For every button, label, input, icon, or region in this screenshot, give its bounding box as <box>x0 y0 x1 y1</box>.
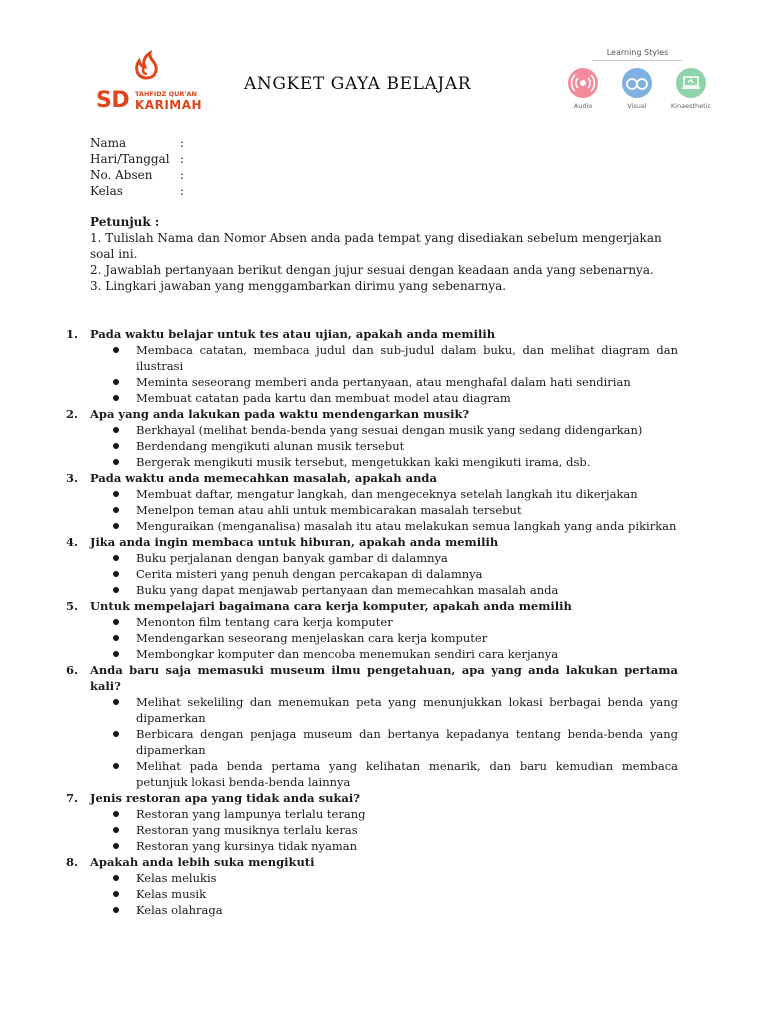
page-title: ANGKET GAYA BELAJAR <box>244 74 472 94</box>
option-text: Kelas melukis <box>136 871 217 885</box>
instruction-line: 2. Jawablah pertanyaan berikut dengan jujur sesuai dengan keadaan anda yang sebenarnya. <box>90 263 654 277</box>
option-list <box>66 486 678 534</box>
option-text: Kelas olahraga <box>136 903 223 917</box>
answer-option[interactable] <box>136 614 678 630</box>
option-text: Restoran yang lampunya terlalu terang <box>136 807 366 821</box>
option-text: Menonton film tentang cara kerja komputer <box>136 615 393 629</box>
learning-styles-graphic <box>556 44 719 118</box>
bullet-icon <box>113 523 119 529</box>
kinaesthetic-label: Kinaesthetic <box>670 102 712 110</box>
bullet-icon <box>113 395 119 401</box>
question-item <box>66 326 678 406</box>
option-text: Kelas musik <box>136 887 207 901</box>
field-label: Kelas <box>90 184 123 198</box>
field-label: Nama <box>90 136 127 150</box>
bullet-icon <box>113 427 119 433</box>
question-number: 8. <box>66 855 79 869</box>
bullet-icon <box>113 507 119 513</box>
answer-option[interactable] <box>136 550 678 566</box>
answer-option[interactable] <box>136 646 678 662</box>
instruction-line: 1. Tulislah Nama dan Nomor Absen anda pada tempat yang disediakan sebelum mengerjakan soal ini. <box>90 231 662 261</box>
answer-option[interactable] <box>136 870 678 886</box>
option-list <box>66 806 678 854</box>
learning-styles-title: Learning Styles <box>606 48 669 57</box>
answer-option[interactable] <box>136 806 678 822</box>
question-item <box>66 406 678 470</box>
bullet-icon <box>113 459 119 465</box>
answer-option[interactable] <box>136 342 678 374</box>
option-text: Berbicara dengan penjaga museum dan bertanya kepadanya tentang benda-benda yang dipamerkan <box>136 727 678 757</box>
question-item <box>66 598 678 662</box>
field-label: Hari/Tanggal <box>90 152 170 166</box>
hand-laptop-icon <box>676 68 706 98</box>
question-item <box>66 534 678 598</box>
logo-karimah-text: KARIMAH <box>135 98 203 112</box>
bullet-icon <box>113 827 119 833</box>
option-text: Bergerak mengikuti musik tersebut, mengetukkan kaki mengikuti irama, dsb. <box>136 455 591 469</box>
instruction-line: 3. Lingkari jawaban yang menggambarkan dirimu yang sebenarnya. <box>90 279 507 293</box>
option-text: Mendengarkan seseorang menjelaskan cara kerja komputer <box>136 631 488 645</box>
answer-option[interactable] <box>136 566 678 582</box>
question-list <box>66 326 678 918</box>
bullet-icon <box>113 571 119 577</box>
bullet-icon <box>113 651 119 657</box>
instructions-title: Petunjuk : <box>90 215 160 229</box>
option-text: Melihat pada benda pertama yang kelihatan menarik, dan baru kemudian membaca petunjuk lokasi benda-benda lainnya <box>136 759 678 789</box>
question-text: Apakah anda lebih suka mengikuti <box>90 855 315 869</box>
option-list <box>66 870 678 918</box>
answer-option[interactable] <box>136 502 678 518</box>
answer-option[interactable] <box>136 758 678 790</box>
answer-option[interactable] <box>136 454 678 470</box>
question-text: Apa yang anda lakukan pada waktu mendengarkan musik? <box>90 407 470 421</box>
bullet-icon <box>113 731 119 737</box>
field-colon: : <box>180 184 185 198</box>
option-text: Menelpon teman atau ahli untuk membicarakan masalah tersebut <box>136 503 522 517</box>
bullet-icon <box>113 491 119 497</box>
visual-label: Visual <box>627 102 647 110</box>
option-text: Cerita misteri yang penuh dengan percakapan di dalamnya <box>136 567 483 581</box>
bullet-icon <box>113 555 119 561</box>
answer-option[interactable] <box>136 694 678 726</box>
question-text: Pada waktu belajar untuk tes atau ujian, apakah anda memilih <box>90 327 496 341</box>
bullet-icon <box>113 635 119 641</box>
bullet-icon <box>113 587 119 593</box>
bullet-icon <box>113 907 119 913</box>
option-text: Membuat daftar, mengatur langkah, dan mengeceknya setelah langkah itu dikerjakan <box>136 487 638 501</box>
question-number: 3. <box>66 471 79 485</box>
answer-option[interactable] <box>136 726 678 758</box>
question-number: 7. <box>66 791 79 805</box>
logo-tahfidz-text: TAHFIDZ QUR'AN <box>135 90 197 98</box>
bullet-icon <box>113 875 119 881</box>
answer-option[interactable] <box>136 390 678 406</box>
answer-option[interactable] <box>136 582 678 598</box>
school-logo <box>96 48 236 113</box>
answer-option[interactable] <box>136 886 678 902</box>
field-label: No. Absen <box>90 168 153 182</box>
glasses-icon <box>622 68 652 98</box>
option-list <box>66 550 678 598</box>
option-text: Membuat catatan pada kartu dan membuat model atau diagram <box>136 391 511 405</box>
answer-option[interactable] <box>136 438 678 454</box>
option-list <box>66 422 678 470</box>
question-number: 4. <box>66 535 79 549</box>
bullet-icon <box>113 443 119 449</box>
school-emblem-icon <box>130 48 164 82</box>
question-number: 6. <box>66 663 79 677</box>
option-text: Meminta seseorang memberi anda pertanyaan, atau menghafal dalam hati sendirian <box>136 375 631 389</box>
question-text: Anda baru saja memasuki museum ilmu pengetahuan, apa yang anda lakukan pertama kali? <box>90 663 678 693</box>
answer-option[interactable] <box>136 374 678 390</box>
question-text: Untuk mempelajari bagaimana cara kerja komputer, apakah anda memilih <box>90 599 572 613</box>
answer-option[interactable] <box>136 630 678 646</box>
option-text: Membongkar komputer dan mencoba menemukan sendiri cara kerjanya <box>136 647 559 661</box>
answer-option[interactable] <box>136 822 678 838</box>
option-text: Buku perjalanan dengan banyak gambar di dalamnya <box>136 551 448 565</box>
header <box>0 40 768 120</box>
learning-styles-divider <box>592 60 682 61</box>
instructions <box>90 214 680 294</box>
field-colon: : <box>180 136 185 150</box>
logo-sd-text: SD <box>96 88 130 113</box>
option-text: Berkhayal (melihat benda-benda yang sesuai dengan musik yang sedang didengarkan) <box>136 423 643 437</box>
field-colon: : <box>180 168 185 182</box>
bullet-icon <box>113 699 119 705</box>
option-text: Menguraikan (menganalisa) masalah itu atau melakukan semua langkah yang anda pikirkan <box>136 519 677 533</box>
option-text: Restoran yang musiknya terlalu keras <box>136 823 358 837</box>
question-number: 1. <box>66 327 79 341</box>
option-text: Membaca catatan, membaca judul dan sub-judul dalam buku, dan melihat diagram dan ilustrasi <box>136 343 678 373</box>
option-list <box>66 342 678 406</box>
audio-label: Audio <box>573 102 593 110</box>
question-item <box>66 790 678 854</box>
question-item <box>66 854 678 918</box>
question-text: Jenis restoran apa yang tidak anda sukai? <box>90 791 360 805</box>
option-list <box>66 694 678 790</box>
question-item <box>66 470 678 534</box>
question-text: Pada waktu anda memecahkan masalah, apakah anda <box>90 471 437 485</box>
bullet-icon <box>113 891 119 897</box>
bullet-icon <box>113 379 119 385</box>
bullet-icon <box>113 843 119 849</box>
answer-option[interactable] <box>136 838 678 854</box>
question-text: Jika anda ingin membaca untuk hiburan, apakah anda memilih <box>90 535 499 549</box>
bullet-icon <box>113 763 119 769</box>
bullet-icon <box>113 811 119 817</box>
option-text: Buku yang dapat menjawab pertanyaan dan memecahkan masalah anda <box>136 583 559 597</box>
answer-option[interactable] <box>136 486 678 502</box>
option-text: Restoran yang kursinya tidak nyaman <box>136 839 358 853</box>
bullet-icon <box>113 619 119 625</box>
option-text: Berdendang mengikuti alunan musik tersebut <box>136 439 405 453</box>
question-item <box>66 662 678 790</box>
answer-option[interactable] <box>136 422 678 438</box>
option-list <box>66 614 678 662</box>
question-number: 2. <box>66 407 79 421</box>
sound-waves-icon <box>568 68 598 98</box>
bullet-icon <box>113 347 119 353</box>
field-colon: : <box>180 152 185 166</box>
question-number: 5. <box>66 599 79 613</box>
option-text: Melihat sekeliling dan menemukan peta yang menunjukkan lokasi berbagai benda yang dipamerkan <box>136 695 678 725</box>
answer-option[interactable] <box>136 518 678 534</box>
answer-option[interactable] <box>136 902 678 918</box>
